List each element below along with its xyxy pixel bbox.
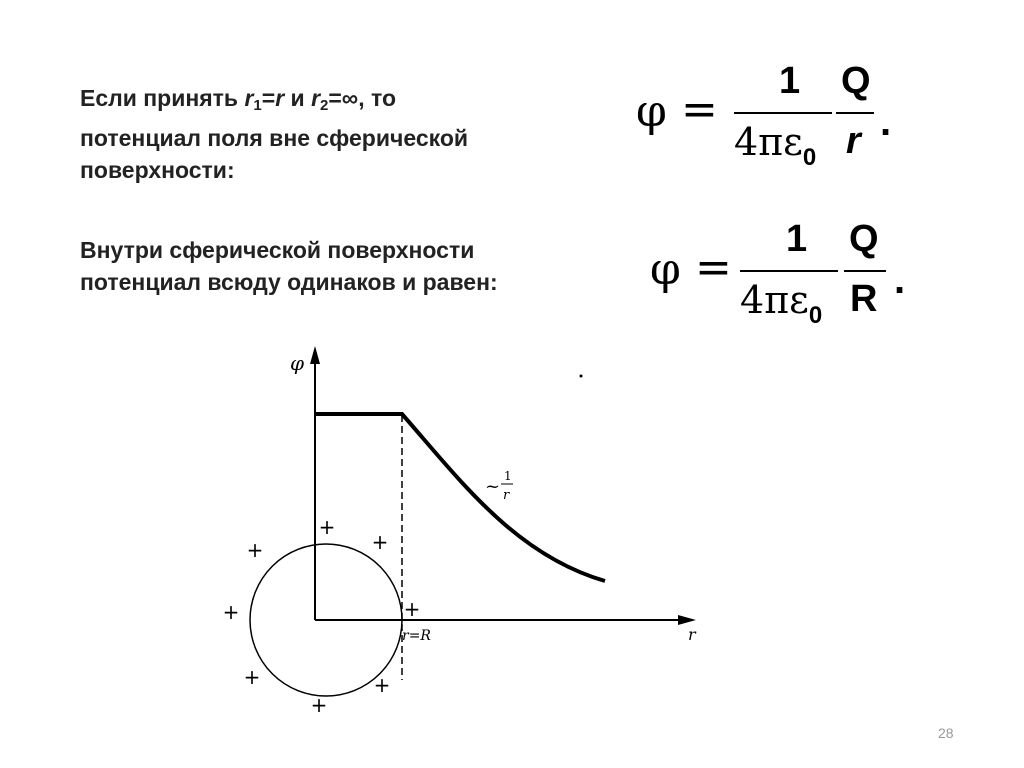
plus-charge: + (310, 693, 328, 717)
fraction-numerator-2: Q (849, 218, 879, 260)
fraction-numerator-2: Q (841, 60, 871, 102)
text-outside-line2: потенциал поля вне сферической (80, 125, 469, 151)
plus-charge: + (403, 597, 421, 621)
text-inside (80, 234, 498, 298)
slide-number: 28 (938, 725, 954, 741)
plus-charge: + (243, 665, 261, 689)
plus-charge: + (246, 538, 264, 562)
potential-graph (200, 330, 740, 730)
text-inside-line2: потенциал всюду одинаков и равен: (80, 269, 498, 295)
fraction-bar-2 (836, 112, 874, 114)
fraction-bar-1 (734, 112, 832, 114)
text-outside-line3: поверхности: (80, 157, 235, 183)
r-axis-arrow-icon (678, 615, 696, 625)
plus-charge: + (371, 530, 389, 554)
curve-label-denominator: r (503, 488, 510, 503)
formula-period: . (894, 258, 906, 302)
fraction-denominator-2: R (850, 278, 878, 320)
r-equals-R-label: r=R (402, 628, 431, 644)
text-inside-line1: Внутри сферической поверхности (80, 237, 475, 263)
r-axis-label: r (688, 625, 696, 644)
fraction-bar-1 (740, 270, 838, 272)
potential-curve (315, 414, 605, 581)
curve-label-numerator: 1 (504, 469, 512, 483)
stray-dot (580, 375, 583, 378)
fraction-denominator-1: $4\pi\varepsilon_0$ (740, 278, 823, 329)
phi-axis-arrow-icon (310, 346, 320, 364)
formula-equals: = (695, 242, 732, 293)
plus-charge: + (222, 600, 240, 624)
fraction-bar-2 (844, 270, 886, 272)
text-outside (80, 82, 468, 186)
fraction-numerator-1: 1 (786, 218, 808, 260)
formula-phi: φ (636, 86, 667, 137)
formula-phi: φ (650, 244, 681, 295)
formula-equals: = (681, 84, 718, 135)
formula-period: . (880, 100, 892, 144)
fraction-denominator-1: $4\pi\varepsilon_0$ (734, 120, 817, 171)
text-outside-line1: Если принять $r_1=r$ и $r_2=\infty$, то (80, 85, 396, 114)
fraction-numerator-1: 1 (779, 60, 801, 102)
plus-charge: + (373, 673, 391, 697)
phi-axis-label: φ (290, 351, 305, 375)
fraction-denominator-2: r (846, 120, 861, 162)
curve-label-tilde: ~ (485, 476, 501, 497)
plus-charge: + (318, 515, 336, 539)
